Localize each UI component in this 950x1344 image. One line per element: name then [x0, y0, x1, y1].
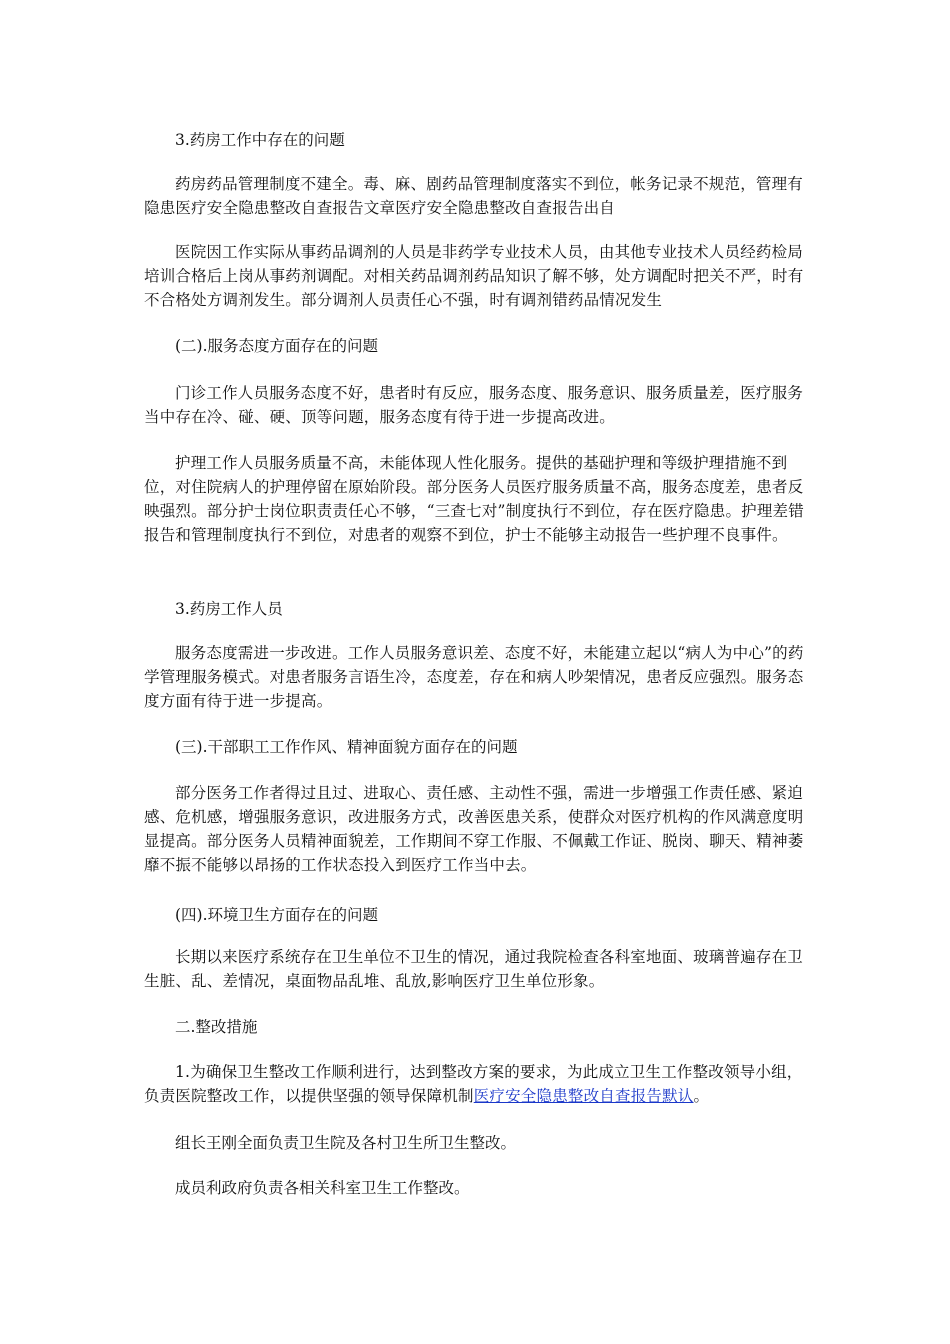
paragraph-outpatient-service: 门诊工作人员服务态度不好，患者时有反应，服务态度、服务意识、服务质量差，医疗服务当中存在冷、碰、硬、顶等问题，服务态度有待于进一步提高改进。: [144, 384, 804, 426]
section-heading-rectification-measures: 二.整改措施: [175, 1018, 258, 1036]
paragraph-group-leader: 组长王刚全面负责卫生院及各村卫生所卫生整改。: [175, 1134, 517, 1152]
section-heading-environment-hygiene: (四).环境卫生方面存在的问题: [175, 906, 379, 924]
section-heading-service-attitude: (二).服务态度方面存在的问题: [175, 337, 379, 355]
paragraph-leadership-group-tail: 。: [693, 1087, 710, 1105]
section-heading-work-style: (三).干部职工工作作风、精神面貌方面存在的问题: [175, 738, 518, 756]
paragraph-work-style: 部分医务工作者得过且过、进取心、责任感、主动性不强，需进一步增强工作责任感、紧迫感、危机感，增强服务意识，改进服务方式，改善医患关系，使群众对医疗机构的作风满意度明显提高。部分医务人员精神面貌差，工作期间不穿工作服、不佩戴工作证、脱岗、聊天、精神萎靡不振不能够以昂扬的工作状态投入到医疗工作当中去。: [144, 784, 804, 874]
paragraph-pharmacy-management: 药房药品管理制度不建全。毒、麻、剧药品管理制度落实不到位，帐务记录不规范，管理有隐患医疗安全隐患整改自查报告文章医疗安全隐患整改自查报告出自: [144, 175, 804, 217]
paragraph-leadership-group: [144, 1060, 816, 1108]
paragraph-dispensing-staff: 医院因工作实际从事药品调剂的人员是非药学专业技术人员，由其他专业技术人员经药检局培训合格后上岗从事药剂调配。对相关药品调剂药品知识了解不够，处方调配时把关不严，时有不合格处方调剂发生。部分调剂人员责任心不强，时有调剂错药品情况发生: [144, 243, 804, 309]
section-heading-pharmacy-staff: 3.药房工作人员: [175, 600, 283, 618]
paragraph-environment-hygiene: 长期以来医疗系统存在卫生单位不卫生的情况，通过我院检查各科室地面、玻璃普遍存在卫生脏、乱、差情况，桌面物品乱堆、乱放,影响医疗卫生单位形象。: [144, 948, 804, 990]
paragraph-nursing-service: 护理工作人员服务质量不高，未能体现人性化服务。提供的基础护理和等级护理措施不到位，对住院病人的护理停留在原始阶段。部分医务人员医疗服务质量不高，服务态度差，患者反映强烈。部分护士岗位职责责任心不够，“三查七对”制度执行不到位，存在医疗隐患。护理差错报告和管理制度执行不到位，对患者的观察不到位，护士不能够主动报告一些护理不良事件。: [144, 454, 804, 544]
paragraph-pharmacy-staff-attitude: 服务态度需进一步改进。工作人员服务意识差、态度不好，未能建立起以“病人为中心”的药学管理服务模式。对患者服务言语生冷，态度差，存在和病人吵架情况，患者反应强烈。服务态度方面有待于进一步提高。: [144, 644, 804, 710]
section-heading-pharmacy-issues: 3.药房工作中存在的问题: [175, 131, 345, 149]
related-report-link[interactable]: 医疗安全隐患整改自查报告默认: [473, 1087, 694, 1105]
paragraph-group-members: 成员利政府负责各相关科室卫生工作整改。: [175, 1179, 470, 1197]
paragraph-leadership-group-text: 1.为确保卫生整改工作顺利进行，达到整改方案的要求，为此成立卫生工作整改领导小组，负责医院整改工作，以提供坚强的领导保障机制: [144, 1063, 803, 1105]
